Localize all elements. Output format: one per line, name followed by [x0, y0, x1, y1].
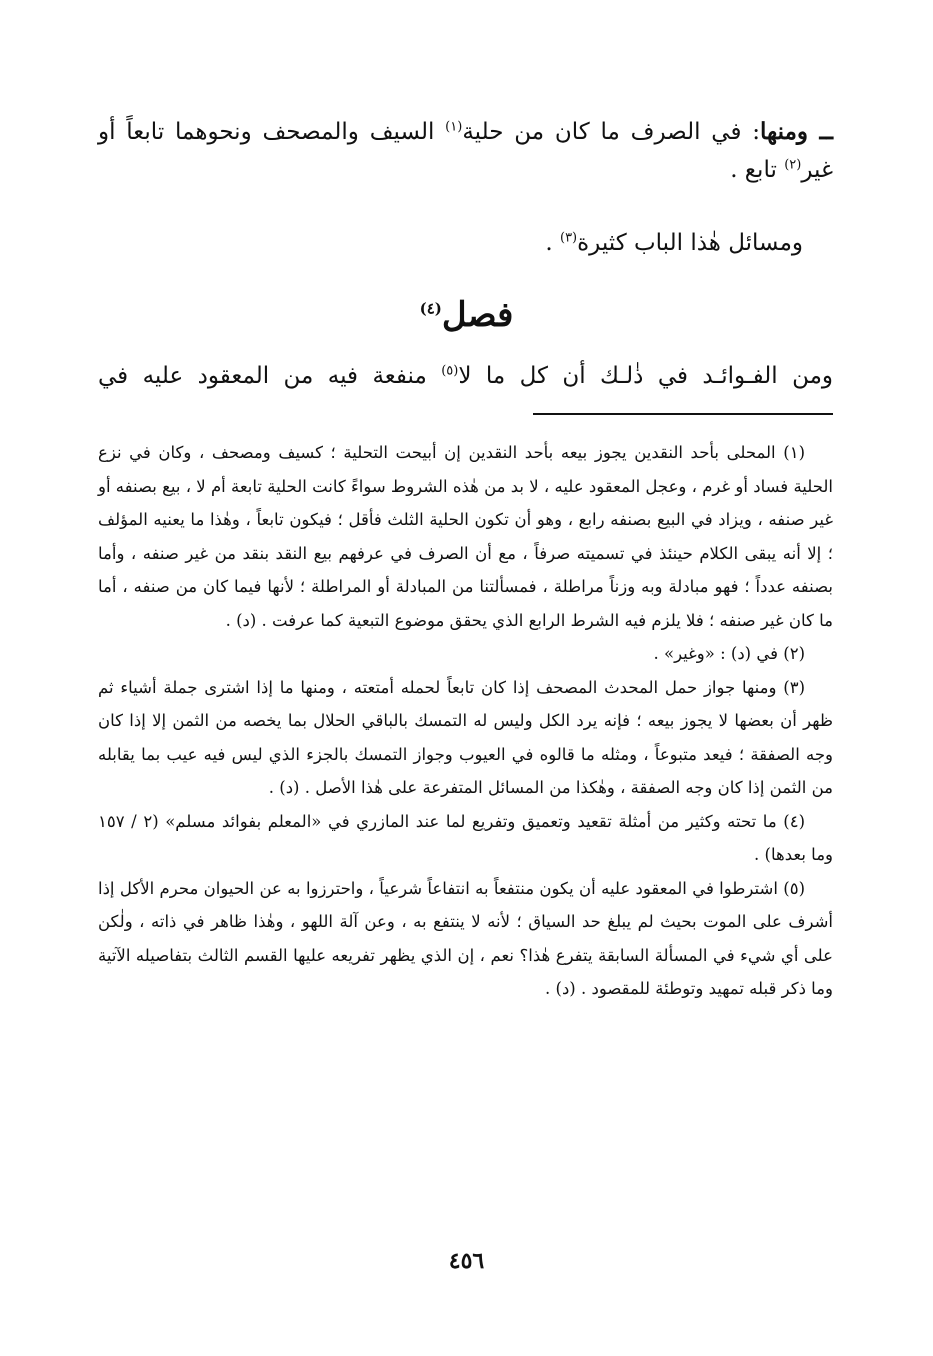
lead-term: ــ ومنها: [760, 118, 833, 145]
footnotes-section: [98, 436, 833, 1006]
footnote-4: (٤) ما تحته وكثير من أمثلة تقعيد وتعميق وتفريع لما عند المازري في «المعلم بفوائد مسلم» (٢ / ١٥٧ وما بعدها) .: [98, 811, 833, 864]
body-text: السيف والمصحف ونحوهما تابعاً أو غير: [98, 119, 833, 183]
footnote-separator: [533, 413, 833, 415]
footnote-3: (٣) ومنها جواز حمل المحدث المصحف إذا كان تابعاً لحمله أمتعته ، ومنها ما إذا اشترى جملة أشياء ثم ظهر أن بعضها لا يجوز بيعه ؛ فإنه يرد الكل وليس له التمسك بالباقي الحلال بما يخصه من الثمن إلا إذا كان وجه الصفقة ؛ فيعد متبوعاً ، ومثله ما قالوه في العيوب وجواز التمسك بالجزء الذي ليس فيه عيب بما يقابله من الثمن إذا كان وجه الصفقة ، وهٰكذا من المسائل المتفرعة على هٰذا الأصل . (د) .: [98, 677, 833, 797]
heading-text: فصل: [441, 295, 514, 335]
footnote-ref-4[interactable]: (٤): [419, 299, 442, 318]
footnote-ref-1[interactable]: (١): [445, 119, 463, 135]
body-paragraph-1: [98, 113, 833, 189]
body-paragraph-2: [98, 224, 833, 262]
body-text: منفعة فيه من المعقود عليه في: [98, 363, 442, 389]
body-text: .: [545, 230, 560, 256]
footnote-ref-5[interactable]: (٥): [441, 363, 459, 379]
footnote-5: (٥) اشترطوا في المعقود عليه أن يكون منتفعاً به انتفاعاً شرعياً ، واحترزوا به عن الحيوان محرم الأكل إذا أشرف على الموت بحيث لم يبلغ حد السياق ؛ لأنه لا ينتفع به ، وعن آلة اللهو ، وهٰذا ظاهر في ذاته ، ولٰكن على أي شيء في المسألة السابقة يتفرع هٰذا؟ نعم ، إن الذي يظهر تفريعه عليها القسم الثالث بتفاصيله الآتية وما ذكر قبله تمهيد وتوطئة للمقصود . (د) .: [98, 878, 833, 998]
page-number: ٤٥٦: [448, 1248, 485, 1274]
section-heading: [0, 290, 933, 340]
body-text: تابع .: [730, 157, 785, 183]
footnote-1: (١) المحلى بأحد النقدين يجوز بيعه بأحد النقدين إن أبيحت التحلية ؛ كسيف ومصحف ، وكان في نزع الحلية فساد أو غرم ، وعجل المعقود عليه ، لا بد من هٰذه الشروط سواءً كانت الحلية تابعة أم لا ، بيع بصنفه أو غير صنفه ، ويزاد في البيع بصنفه رابع ، وهو أن تكون الحلية الثلث فأقل ؛ فيكون تابعاً ، وهٰذا ما يعنيه المؤلف ؛ إلا أنه يبقى الكلام حينئذ في تسميته صرفاً ، مع أن الصرف في عرفهم بيع النقد بنقد من غير صنفه ، وأما بصنفه عدداً ؛ فهو مبادلة وبه وزناً مراطلة ، فمسألتنا من المبادلة أو المراطلة ؛ لأنها فيما كان من صنفه ، أما ما كان غير صنفه ؛ فلا يلزم فيه الشرط الرابع الذي يحقق موضوع التبعية كما عرفت . (د) .: [98, 443, 833, 630]
footnote-2: (٢) في (د) : «وغير» .: [653, 644, 805, 663]
body-text: : في الصرف ما كان من حلية: [462, 119, 761, 145]
body-text: ومن الفـوائـد في ذٰلـك أن كل ما لا: [458, 363, 833, 389]
footnote-ref-3[interactable]: (٣): [559, 230, 578, 246]
footnote-ref-2[interactable]: (٢): [784, 157, 802, 173]
body-paragraph-3: [98, 357, 833, 395]
body-text: ومسائل هٰذا الباب كثيرة: [577, 230, 803, 256]
